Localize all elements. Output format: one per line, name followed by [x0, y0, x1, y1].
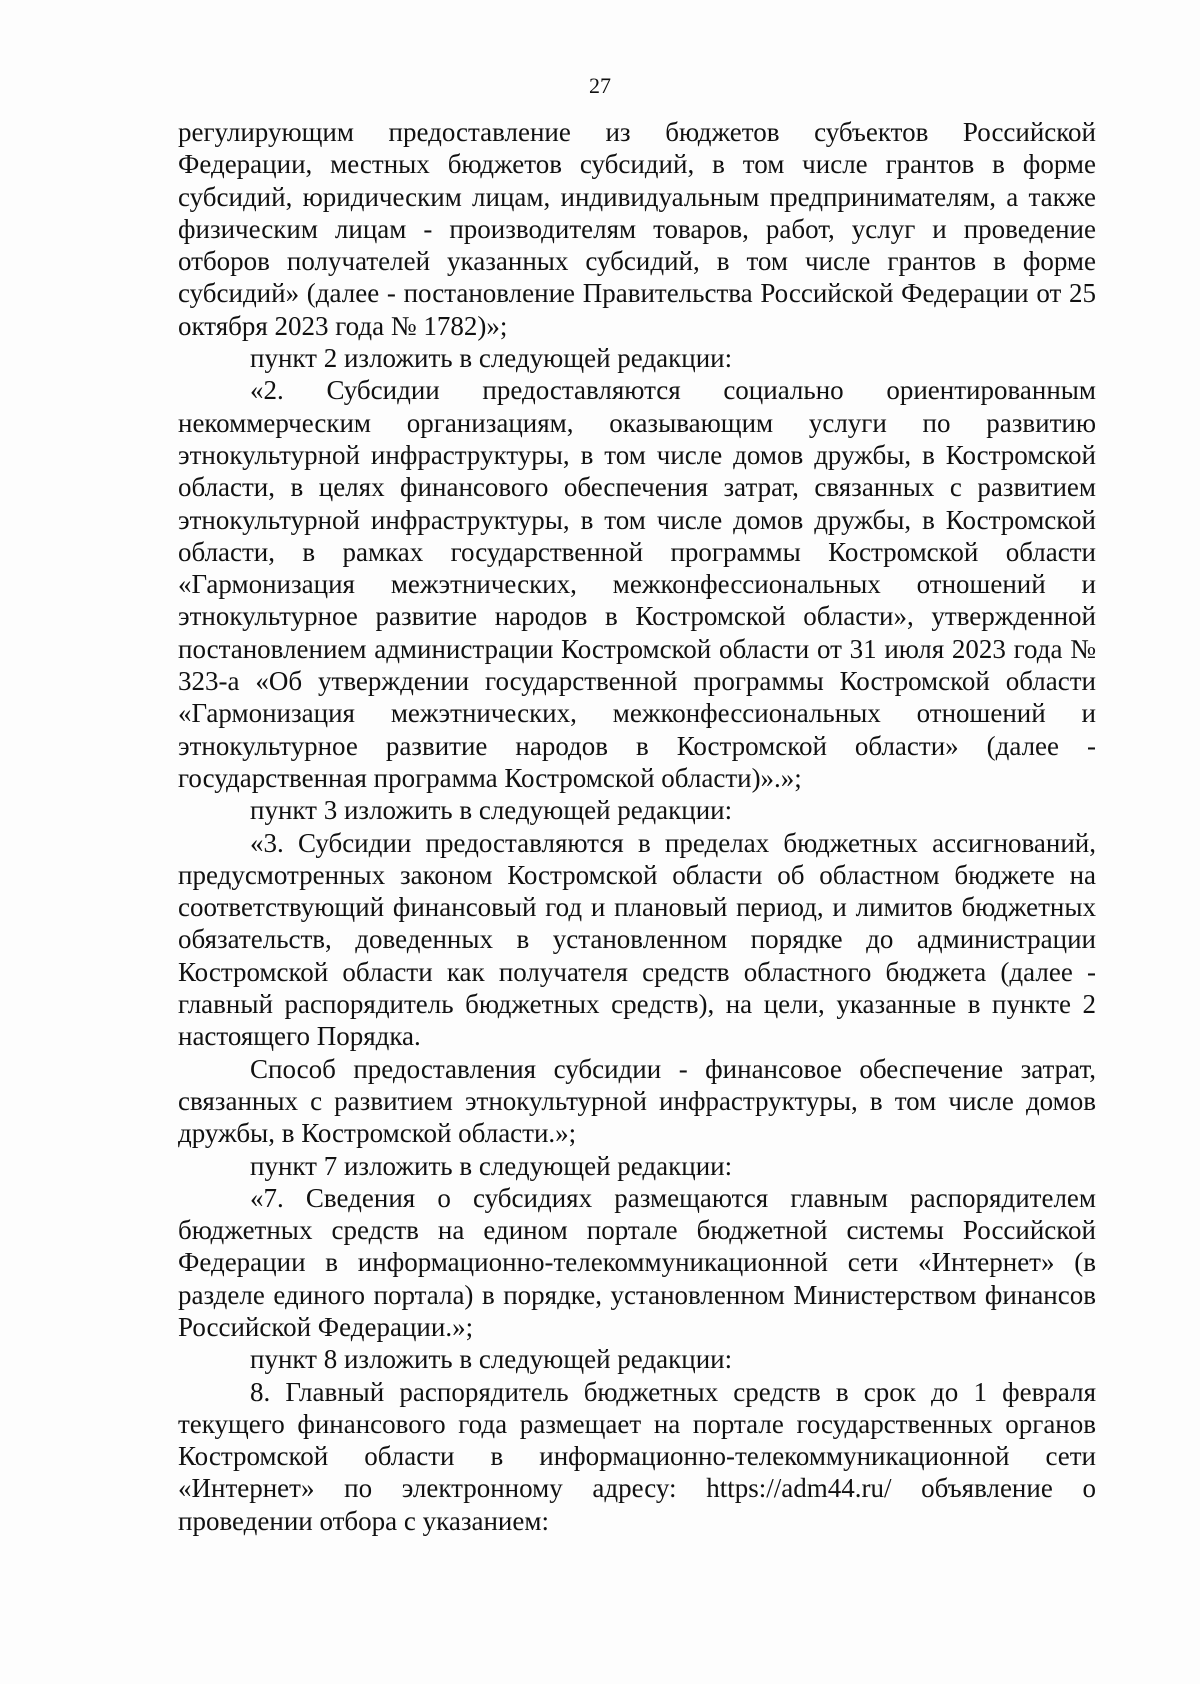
document-body	[178, 116, 1096, 1537]
paragraph-point-7-text: «7. Сведения о субсидиях размещаются главным распорядителем бюджетных средств на едином портале бюджетной системы Российской Федерации в информационно-телекоммуникационной сети «Интернет» (в разделе единого портала) в порядке, установленном Министерством финансов Российской Федерации.»;	[178, 1182, 1096, 1342]
paragraph-point-3-intro: пункт 3 изложить в следующей редакции:	[250, 795, 733, 826]
paragraph-point-8-intro: пункт 8 изложить в следующей редакции:	[250, 1344, 733, 1375]
paragraph-point-8-text: 8. Главный распорядитель бюджетных средств в срок до 1 февраля текущего финансового года размещает на портале государственных органов Костромской области в информационно-телекоммуникационной сети «Интернет» по электронному адресу: https://adm44.ru/ объявление о проведении отбора с указанием:	[178, 1376, 1096, 1536]
paragraph-point-3-text: «3. Субсидии предоставляются в пределах бюджетных ассигнований, предусмотренных законом Костромской области об областном бюджете на соответствующий финансовый год и плановый период, и лимитов бюджетных обязательств, доведенных в установленном порядке до администрации Костромской области как получателя средств областного бюджета (далее - главный распорядитель бюджетных средств), на цели, указанные в пункте 2 настоящего Порядка.	[178, 827, 1096, 1052]
paragraph-point-7-intro: пункт 7 изложить в следующей редакции:	[250, 1150, 733, 1181]
paragraph-point-2-intro: пункт 2 изложить в следующей редакции:	[250, 343, 733, 374]
paragraph-continuation: регулирующим предоставление из бюджетов субъектов Российской Федерации, местных бюджетов субсидий, в том числе грантов в форме субсидий, юридическим лицам, индивидуальным предпринимателям, а также физическим лицам - производителям товаров, работ, услуг и проведение отборов получателей указанных субсидий, в том числе грантов в форме субсидий» (далее - постановление Правительства Российской Федерации от 25 октября 2023 года № 1782)»;	[178, 117, 1096, 341]
paragraph-point-2-text: «2. Субсидии предоставляются социально ориентированным некоммерческим организациям, оказывающим услуги по развитию этнокультурной инфраструктуры, в том числе домов дружбы, в Костромской области, в целях финансового обеспечения затрат, связанных с развитием этнокультурной инфраструктуры, в том числе домов дружбы, в Костромской области, в рамках государственной программы Костромской области «Гармонизация межэтнических, межконфессиональных отношений и этнокультурное развитие народов в Костромской области», утвержденной постановлением администрации Костромской области от 31 июля 2023 года № 323-а «Об утверждении государственной программы Костромской области «Гармонизация межэтнических, межконфессиональных отношений и этнокультурное развитие народов в Костромской области» (далее - государственная программа Костромской области)».»;	[178, 375, 1096, 793]
paragraph-subsidy-method: Способ предоставления субсидии - финансовое обеспечение затрат, связанных с развитием этнокультурной инфраструктуры, в том числе домов дружбы, в Костромской области.»;	[178, 1053, 1096, 1149]
page-number: 27	[589, 73, 611, 98]
